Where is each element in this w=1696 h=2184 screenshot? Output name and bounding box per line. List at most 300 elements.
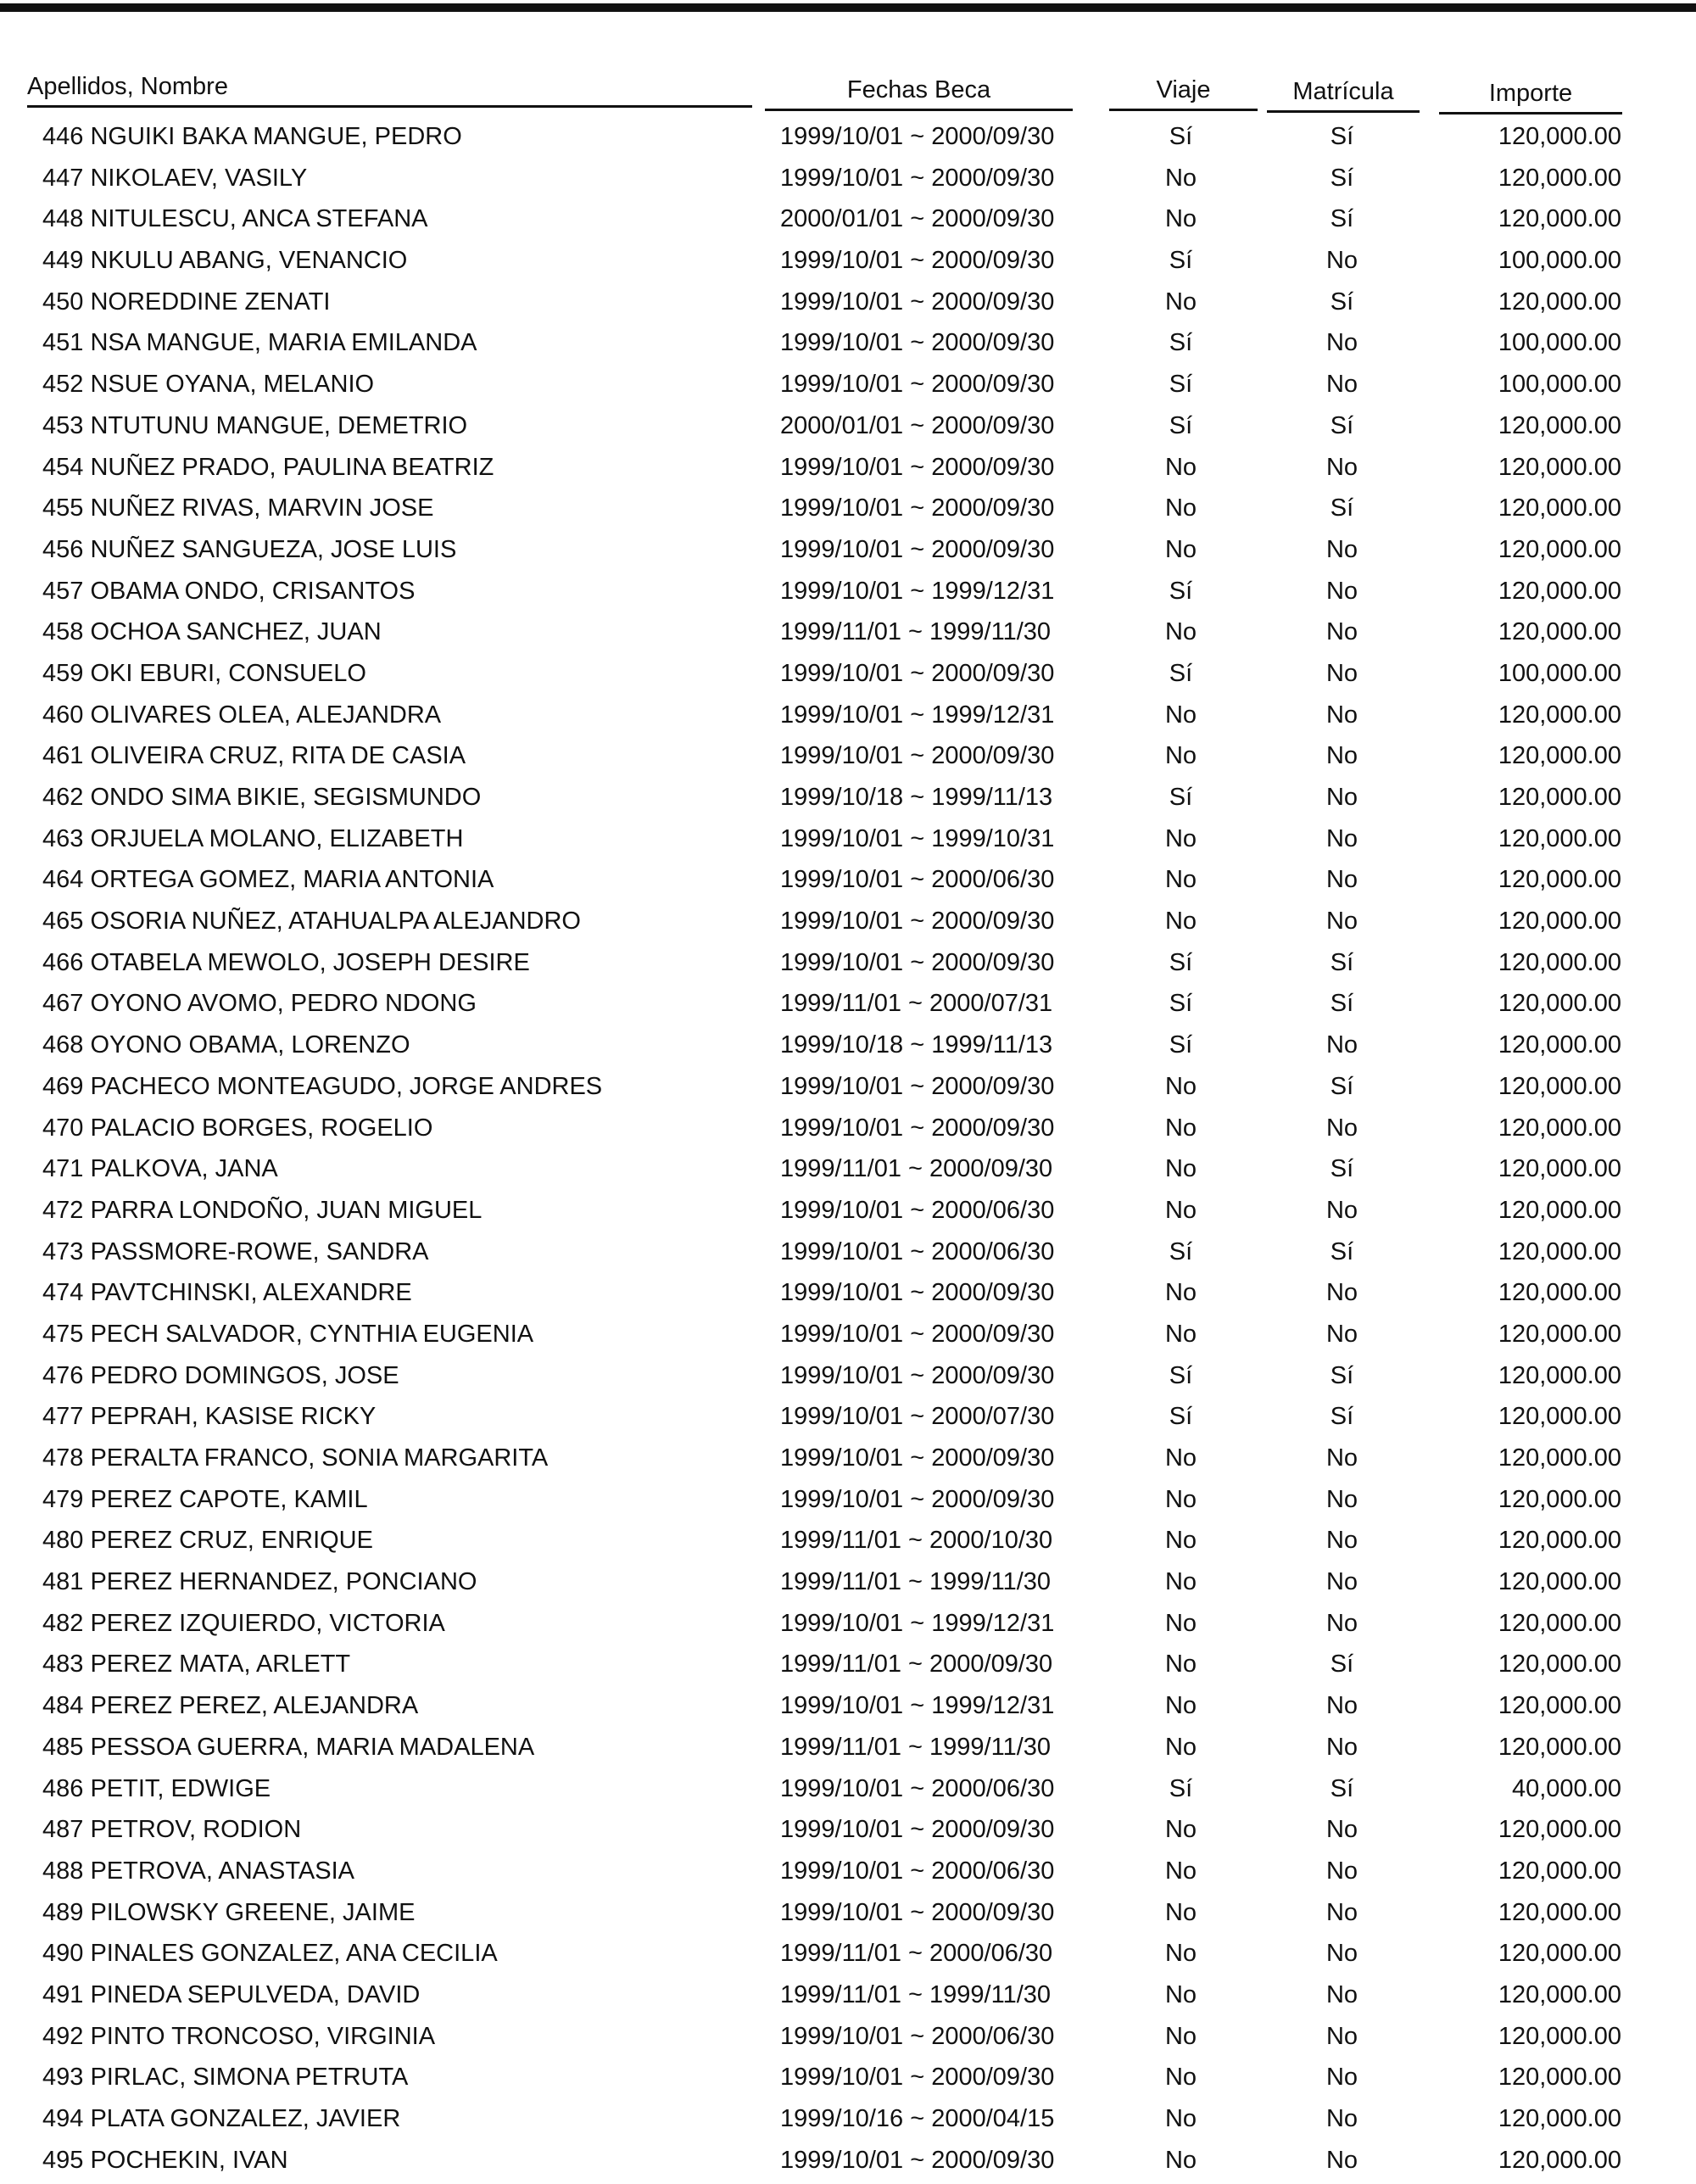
row-tuition: No xyxy=(1325,1279,1358,1307)
row-amount: 120,000.00 xyxy=(1498,288,1621,316)
row-tuition: No xyxy=(1325,1816,1358,1844)
row-dates: 1999/11/01 ~ 1999/11/30 xyxy=(780,1980,1052,2008)
row-amount: 120,000.00 xyxy=(1498,1898,1621,1926)
row-dates: 1999/10/18 ~ 1999/11/13 xyxy=(780,1031,1053,1059)
row-tuition: No xyxy=(1325,1444,1358,1472)
row-amount: 120,000.00 xyxy=(1498,990,1621,1018)
row-travel: Sí xyxy=(1169,1237,1193,1265)
row-tuition: No xyxy=(1325,329,1358,357)
row-amount: 120,000.00 xyxy=(1498,1857,1621,1885)
row-tuition: No xyxy=(1325,1485,1358,1513)
row-amount: 120,000.00 xyxy=(1498,1031,1621,1059)
table-row xyxy=(0,1565,1696,1606)
row-dates: 1999/10/18 ~ 1999/11/13 xyxy=(780,784,1053,811)
row-tuition: No xyxy=(1325,618,1358,646)
table-row xyxy=(0,1070,1696,1111)
row-travel: No xyxy=(1164,1485,1197,1513)
table-row xyxy=(0,1896,1696,1937)
header-name: Apellidos, Nombre xyxy=(27,71,752,108)
row-name: 488 PETROVA, ANASTASIA xyxy=(42,1857,355,1885)
row-travel: Sí xyxy=(1169,659,1193,687)
row-amount: 120,000.00 xyxy=(1498,1980,1621,2008)
row-travel: Sí xyxy=(1169,1774,1193,1802)
row-name: 461 OLIVEIRA CRUZ, RITA DE CASIA xyxy=(42,742,466,770)
table-row xyxy=(0,863,1696,904)
row-travel: Sí xyxy=(1169,948,1193,976)
table-row xyxy=(0,120,1696,161)
row-tuition: No xyxy=(1325,1031,1358,1059)
row-travel: No xyxy=(1164,1609,1197,1637)
row-amount: 120,000.00 xyxy=(1498,205,1621,233)
row-name: 494 PLATA GONZALEZ, JAVIER xyxy=(42,2105,401,2132)
table-row xyxy=(0,574,1696,616)
row-dates: 1999/11/01 ~ 2000/09/30 xyxy=(780,1651,1053,1678)
row-name: 451 NSA MANGUE, MARIA EMILANDA xyxy=(42,329,477,357)
row-amount: 120,000.00 xyxy=(1498,411,1621,439)
row-dates: 1999/10/01 ~ 2000/09/30 xyxy=(780,247,1055,275)
row-travel: Sí xyxy=(1169,1361,1193,1389)
row-amount: 120,000.00 xyxy=(1498,1733,1621,1761)
table-row xyxy=(0,2060,1696,2102)
row-name: 463 ORJUELA MOLANO, ELIZABETH xyxy=(42,824,464,852)
row-dates: 1999/10/01 ~ 1999/12/31 xyxy=(780,1692,1055,1720)
row-dates: 1999/10/01 ~ 2000/09/30 xyxy=(780,453,1055,481)
row-travel: No xyxy=(1164,494,1197,522)
row-dates: 1999/10/01 ~ 2000/07/30 xyxy=(780,1403,1055,1431)
row-name: 470 PALACIO BORGES, ROGELIO xyxy=(42,1114,433,1142)
table-body xyxy=(0,120,1696,2184)
row-dates: 1999/10/01 ~ 2000/09/30 xyxy=(780,1898,1055,1926)
row-travel: No xyxy=(1164,866,1197,894)
row-travel: Sí xyxy=(1169,371,1193,399)
row-name: 458 OCHOA SANCHEZ, JUAN xyxy=(42,618,382,646)
table-row xyxy=(0,946,1696,987)
row-dates: 1999/10/01 ~ 2000/09/30 xyxy=(780,164,1055,192)
table-row xyxy=(0,1606,1696,1648)
table-header xyxy=(0,68,1696,112)
row-tuition: Sí xyxy=(1330,1403,1354,1431)
table-row xyxy=(0,822,1696,863)
row-amount: 120,000.00 xyxy=(1498,1651,1621,1678)
row-travel: Sí xyxy=(1169,411,1193,439)
row-name: 455 NUÑEZ RIVAS, MARVIN JOSE xyxy=(42,494,434,522)
table-row xyxy=(0,1647,1696,1689)
row-dates: 1999/10/01 ~ 1999/12/31 xyxy=(780,701,1055,729)
row-tuition: No xyxy=(1325,2105,1358,2132)
row-travel: No xyxy=(1164,1568,1197,1596)
row-name: 456 NUÑEZ SANGUEZA, JOSE LUIS xyxy=(42,535,457,563)
row-travel: Sí xyxy=(1169,329,1193,357)
table-row xyxy=(0,698,1696,740)
row-amount: 120,000.00 xyxy=(1498,164,1621,192)
row-amount: 120,000.00 xyxy=(1498,824,1621,852)
row-travel: No xyxy=(1164,742,1197,770)
row-tuition: Sí xyxy=(1330,1237,1354,1265)
row-name: 450 NOREDDINE ZENATI xyxy=(42,288,331,316)
row-amount: 120,000.00 xyxy=(1498,2105,1621,2132)
row-tuition: No xyxy=(1325,1733,1358,1761)
row-amount: 120,000.00 xyxy=(1498,577,1621,605)
row-tuition: Sí xyxy=(1330,288,1354,316)
row-travel: No xyxy=(1164,1940,1197,1968)
row-name: 480 PEREZ CRUZ, ENRIQUE xyxy=(42,1527,373,1555)
row-travel: No xyxy=(1164,2146,1197,2174)
table-row xyxy=(0,2019,1696,2061)
table-row xyxy=(0,656,1696,698)
table-row xyxy=(0,1441,1696,1483)
row-tuition: No xyxy=(1325,2064,1358,2092)
row-amount: 100,000.00 xyxy=(1498,329,1621,357)
header-dates: Fechas Beca xyxy=(765,75,1073,111)
row-amount: 120,000.00 xyxy=(1498,453,1621,481)
table-row xyxy=(0,739,1696,780)
row-tuition: Sí xyxy=(1330,990,1354,1018)
row-travel: No xyxy=(1164,1444,1197,1472)
row-name: 471 PALKOVA, JANA xyxy=(42,1155,278,1183)
row-tuition: No xyxy=(1325,2146,1358,2174)
row-amount: 120,000.00 xyxy=(1498,701,1621,729)
row-tuition: Sí xyxy=(1330,948,1354,976)
row-travel: Sí xyxy=(1169,990,1193,1018)
row-travel: No xyxy=(1164,205,1197,233)
table-row xyxy=(0,409,1696,450)
row-dates: 1999/10/01 ~ 2000/09/30 xyxy=(780,948,1055,976)
row-travel: No xyxy=(1164,618,1197,646)
row-dates: 1999/11/01 ~ 2000/10/30 xyxy=(780,1527,1053,1555)
row-amount: 40,000.00 xyxy=(1511,1774,1621,1802)
row-travel: No xyxy=(1164,908,1197,936)
table-row xyxy=(0,533,1696,574)
table-row xyxy=(0,1730,1696,1772)
row-travel: Sí xyxy=(1169,247,1193,275)
row-amount: 100,000.00 xyxy=(1498,371,1621,399)
row-name: 490 PINALES GONZALEZ, ANA CECILIA xyxy=(42,1940,498,1968)
table-row xyxy=(0,285,1696,327)
row-amount: 120,000.00 xyxy=(1498,1568,1621,1596)
row-name: 453 NTUTUNU MANGUE, DEMETRIO xyxy=(42,411,468,439)
row-travel: No xyxy=(1164,1114,1197,1142)
row-travel: No xyxy=(1164,1072,1197,1100)
row-travel: Sí xyxy=(1169,784,1193,811)
row-amount: 120,000.00 xyxy=(1498,2022,1621,2050)
row-travel: No xyxy=(1164,824,1197,852)
row-amount: 120,000.00 xyxy=(1498,866,1621,894)
row-tuition: Sí xyxy=(1330,1072,1354,1100)
row-amount: 120,000.00 xyxy=(1498,1361,1621,1389)
row-name: 495 POCHEKIN, IVAN xyxy=(42,2146,288,2174)
row-amount: 120,000.00 xyxy=(1498,1485,1621,1513)
row-dates: 2000/01/01 ~ 2000/09/30 xyxy=(780,411,1055,439)
row-amount: 120,000.00 xyxy=(1498,1444,1621,1472)
row-tuition: No xyxy=(1325,824,1358,852)
row-dates: 1999/10/01 ~ 2000/09/30 xyxy=(780,329,1055,357)
row-dates: 1999/10/01 ~ 2000/09/30 xyxy=(780,2146,1055,2174)
row-travel: No xyxy=(1164,1279,1197,1307)
row-name: 485 PESSOA GUERRA, MARIA MADALENA xyxy=(42,1733,535,1761)
row-travel: No xyxy=(1164,1733,1197,1761)
row-dates: 1999/10/01 ~ 1999/12/31 xyxy=(780,577,1055,605)
row-tuition: Sí xyxy=(1330,1774,1354,1802)
row-amount: 120,000.00 xyxy=(1498,618,1621,646)
row-dates: 1999/10/01 ~ 2000/09/30 xyxy=(780,742,1055,770)
row-travel: No xyxy=(1164,1980,1197,2008)
row-name: 472 PARRA LONDOÑO, JUAN MIGUEL xyxy=(42,1196,483,1224)
row-name: 479 PEREZ CAPOTE, KAMIL xyxy=(42,1485,368,1513)
table-row xyxy=(0,780,1696,822)
row-dates: 1999/11/01 ~ 1999/11/30 xyxy=(780,618,1052,646)
row-tuition: No xyxy=(1325,1527,1358,1555)
row-dates: 1999/10/01 ~ 2000/09/30 xyxy=(780,1485,1055,1513)
table-row xyxy=(0,904,1696,946)
row-amount: 120,000.00 xyxy=(1498,1320,1621,1348)
row-tuition: No xyxy=(1325,908,1358,936)
table-row xyxy=(0,1028,1696,1070)
row-tuition: No xyxy=(1325,371,1358,399)
table-row xyxy=(0,326,1696,367)
row-amount: 120,000.00 xyxy=(1498,1609,1621,1637)
row-dates: 1999/10/01 ~ 1999/10/31 xyxy=(780,824,1055,852)
row-travel: No xyxy=(1164,164,1197,192)
row-amount: 100,000.00 xyxy=(1498,659,1621,687)
row-name: 449 NKULU ABANG, VENANCIO xyxy=(42,247,408,275)
row-tuition: No xyxy=(1325,535,1358,563)
row-travel: Sí xyxy=(1169,1403,1193,1431)
row-amount: 120,000.00 xyxy=(1498,494,1621,522)
row-travel: Sí xyxy=(1169,123,1193,150)
row-name: 478 PERALTA FRANCO, SONIA MARGARITA xyxy=(42,1444,549,1472)
row-dates: 1999/10/01 ~ 2000/06/30 xyxy=(780,1196,1055,1224)
row-dates: 1999/10/01 ~ 2000/06/30 xyxy=(780,866,1055,894)
row-name: 476 PEDRO DOMINGOS, JOSE xyxy=(42,1361,399,1389)
row-amount: 120,000.00 xyxy=(1498,1196,1621,1224)
row-dates: 1999/10/01 ~ 2000/09/30 xyxy=(780,659,1055,687)
row-tuition: No xyxy=(1325,247,1358,275)
row-dates: 1999/11/01 ~ 2000/07/31 xyxy=(780,990,1053,1018)
row-dates: 1999/10/16 ~ 2000/04/15 xyxy=(780,2105,1055,2132)
row-amount: 120,000.00 xyxy=(1498,1155,1621,1183)
table-row xyxy=(0,986,1696,1028)
row-amount: 120,000.00 xyxy=(1498,1403,1621,1431)
row-tuition: No xyxy=(1325,701,1358,729)
table-row xyxy=(0,1111,1696,1153)
row-name: 468 OYONO OBAMA, LORENZO xyxy=(42,1031,410,1059)
row-tuition: Sí xyxy=(1330,164,1354,192)
table-row xyxy=(0,1235,1696,1276)
row-travel: Sí xyxy=(1169,577,1193,605)
row-dates: 1999/11/01 ~ 1999/11/30 xyxy=(780,1568,1052,1596)
row-dates: 1999/11/01 ~ 1999/11/30 xyxy=(780,1733,1052,1761)
row-tuition: Sí xyxy=(1330,1155,1354,1183)
row-amount: 120,000.00 xyxy=(1498,1279,1621,1307)
table-row xyxy=(0,491,1696,533)
row-amount: 120,000.00 xyxy=(1498,1692,1621,1720)
row-dates: 1999/10/01 ~ 2000/09/30 xyxy=(780,288,1055,316)
row-name: 481 PEREZ HERNANDEZ, PONCIANO xyxy=(42,1568,477,1596)
row-amount: 120,000.00 xyxy=(1498,1237,1621,1265)
row-name: 447 NIKOLAEV, VASILY xyxy=(42,164,308,192)
header-tuition: Matrícula xyxy=(1267,76,1420,113)
row-amount: 120,000.00 xyxy=(1498,535,1621,563)
row-tuition: No xyxy=(1325,1609,1358,1637)
row-travel: No xyxy=(1164,2022,1197,2050)
row-travel: No xyxy=(1164,1196,1197,1224)
row-name: 474 PAVTCHINSKI, ALEXANDRE xyxy=(42,1279,412,1307)
table-row xyxy=(0,161,1696,203)
row-name: 477 PEPRAH, KASISE RICKY xyxy=(42,1403,377,1431)
row-tuition: No xyxy=(1325,866,1358,894)
table-row xyxy=(0,243,1696,285)
row-tuition: Sí xyxy=(1330,494,1354,522)
table-row xyxy=(0,1689,1696,1730)
table-row xyxy=(0,2143,1696,2184)
row-amount: 120,000.00 xyxy=(1498,1940,1621,1968)
table-row xyxy=(0,2102,1696,2143)
row-name: 487 PETROV, RODION xyxy=(42,1816,302,1844)
row-name: 452 NSUE OYANA, MELANIO xyxy=(42,371,375,399)
row-tuition: Sí xyxy=(1330,1651,1354,1678)
row-dates: 1999/10/01 ~ 2000/09/30 xyxy=(780,1361,1055,1389)
row-tuition: No xyxy=(1325,1320,1358,1348)
row-name: 462 ONDO SIMA BIKIE, SEGISMUNDO xyxy=(42,784,482,811)
row-name: 482 PEREZ IZQUIERDO, VICTORIA xyxy=(42,1609,445,1637)
row-tuition: No xyxy=(1325,453,1358,481)
row-name: 460 OLIVARES OLEA, ALEJANDRA xyxy=(42,701,442,729)
row-dates: 1999/10/01 ~ 2000/09/30 xyxy=(780,371,1055,399)
row-travel: No xyxy=(1164,1320,1197,1348)
row-dates: 1999/11/01 ~ 2000/06/30 xyxy=(780,1940,1053,1968)
row-tuition: Sí xyxy=(1330,205,1354,233)
row-name: 483 PEREZ MATA, ARLETT xyxy=(42,1651,351,1678)
row-travel: No xyxy=(1164,1155,1197,1183)
row-name: 484 PEREZ PEREZ, ALEJANDRA xyxy=(42,1692,419,1720)
row-travel: No xyxy=(1164,1651,1197,1678)
row-name: 492 PINTO TRONCOSO, VIRGINIA xyxy=(42,2022,436,2050)
table-row xyxy=(0,1978,1696,2019)
row-tuition: Sí xyxy=(1330,411,1354,439)
row-tuition: Sí xyxy=(1330,123,1354,150)
table-row xyxy=(0,1854,1696,1896)
table-row xyxy=(0,202,1696,243)
row-tuition: No xyxy=(1325,1196,1358,1224)
row-dates: 1999/10/01 ~ 2000/09/30 xyxy=(780,123,1055,150)
row-tuition: No xyxy=(1325,1114,1358,1142)
row-travel: No xyxy=(1164,1816,1197,1844)
row-name: 446 NGUIKI BAKA MANGUE, PEDRO xyxy=(42,123,462,150)
table-row xyxy=(0,1523,1696,1565)
row-travel: No xyxy=(1164,288,1197,316)
row-amount: 120,000.00 xyxy=(1498,2064,1621,2092)
row-amount: 120,000.00 xyxy=(1498,1527,1621,1555)
row-name: 486 PETIT, EDWIGE xyxy=(42,1774,271,1802)
row-amount: 120,000.00 xyxy=(1498,1114,1621,1142)
row-tuition: No xyxy=(1325,1857,1358,1885)
row-amount: 120,000.00 xyxy=(1498,123,1621,150)
table-row xyxy=(0,1483,1696,1524)
row-travel: No xyxy=(1164,1692,1197,1720)
row-travel: Sí xyxy=(1169,1031,1193,1059)
table-row xyxy=(0,1152,1696,1193)
row-dates: 1999/10/01 ~ 2000/09/30 xyxy=(780,1816,1055,1844)
row-travel: No xyxy=(1164,1527,1197,1555)
row-travel: No xyxy=(1164,1898,1197,1926)
row-tuition: No xyxy=(1325,1568,1358,1596)
table-row xyxy=(0,1772,1696,1813)
row-dates: 1999/10/01 ~ 2000/06/30 xyxy=(780,1774,1055,1802)
row-dates: 1999/10/01 ~ 2000/09/30 xyxy=(780,2064,1055,2092)
row-travel: No xyxy=(1164,1857,1197,1885)
row-dates: 1999/10/01 ~ 2000/09/30 xyxy=(780,1320,1055,1348)
row-name: 459 OKI EBURI, CONSUELO xyxy=(42,659,366,687)
row-travel: No xyxy=(1164,535,1197,563)
row-amount: 120,000.00 xyxy=(1498,2146,1621,2174)
table-row xyxy=(0,1936,1696,1978)
table-row xyxy=(0,367,1696,409)
row-travel: No xyxy=(1164,2105,1197,2132)
row-amount: 120,000.00 xyxy=(1498,948,1621,976)
row-name: 467 OYONO AVOMO, PEDRO NDONG xyxy=(42,990,477,1018)
row-name: 464 ORTEGA GOMEZ, MARIA ANTONIA xyxy=(42,866,494,894)
row-tuition: No xyxy=(1325,1980,1358,2008)
row-tuition: No xyxy=(1325,659,1358,687)
row-name: 473 PASSMORE-ROWE, SANDRA xyxy=(42,1237,429,1265)
row-dates: 1999/10/01 ~ 2000/09/30 xyxy=(780,535,1055,563)
table-row xyxy=(0,615,1696,656)
row-dates: 1999/10/01 ~ 2000/09/30 xyxy=(780,1279,1055,1307)
table-row xyxy=(0,1813,1696,1854)
row-travel: No xyxy=(1164,453,1197,481)
row-dates: 1999/10/01 ~ 2000/09/30 xyxy=(780,1072,1055,1100)
row-amount: 120,000.00 xyxy=(1498,742,1621,770)
row-name: 454 NUÑEZ PRADO, PAULINA BEATRIZ xyxy=(42,453,494,481)
row-tuition: Sí xyxy=(1330,1361,1354,1389)
row-dates: 1999/10/01 ~ 2000/09/30 xyxy=(780,1444,1055,1472)
row-name: 466 OTABELA MEWOLO, JOSEPH DESIRE xyxy=(42,948,530,976)
row-tuition: No xyxy=(1325,577,1358,605)
row-name: 493 PIRLAC, SIMONA PETRUTA xyxy=(42,2064,409,2092)
row-name: 457 OBAMA ONDO, CRISANTOS xyxy=(42,577,416,605)
row-dates: 1999/10/01 ~ 1999/12/31 xyxy=(780,1609,1055,1637)
row-tuition: No xyxy=(1325,1940,1358,1968)
row-amount: 120,000.00 xyxy=(1498,1816,1621,1844)
row-dates: 1999/10/01 ~ 2000/09/30 xyxy=(780,908,1055,936)
row-travel: No xyxy=(1164,701,1197,729)
row-dates: 1999/11/01 ~ 2000/09/30 xyxy=(780,1155,1053,1183)
row-name: 465 OSORIA NUÑEZ, ATAHUALPA ALEJANDRO xyxy=(42,908,581,936)
row-amount: 100,000.00 xyxy=(1498,247,1621,275)
row-amount: 120,000.00 xyxy=(1498,1072,1621,1100)
row-name: 448 NITULESCU, ANCA STEFANA xyxy=(42,205,428,233)
row-dates: 1999/10/01 ~ 2000/06/30 xyxy=(780,1237,1055,1265)
header-travel: Viaje xyxy=(1109,75,1258,111)
row-dates: 1999/10/01 ~ 2000/09/30 xyxy=(780,1114,1055,1142)
row-dates: 1999/10/01 ~ 2000/06/30 xyxy=(780,2022,1055,2050)
row-amount: 120,000.00 xyxy=(1498,908,1621,936)
row-tuition: No xyxy=(1325,2022,1358,2050)
table-row xyxy=(0,1399,1696,1441)
row-tuition: No xyxy=(1325,1692,1358,1720)
row-name: 475 PECH SALVADOR, CYNTHIA EUGENIA xyxy=(42,1320,534,1348)
row-name: 489 PILOWSKY GREENE, JAIME xyxy=(42,1898,416,1926)
table-row xyxy=(0,1359,1696,1400)
row-name: 469 PACHECO MONTEAGUDO, JORGE ANDRES xyxy=(42,1072,603,1100)
row-amount: 120,000.00 xyxy=(1498,784,1621,811)
table-row xyxy=(0,450,1696,492)
table-row xyxy=(0,1317,1696,1359)
row-dates: 2000/01/01 ~ 2000/09/30 xyxy=(780,205,1055,233)
top-rule xyxy=(0,3,1696,12)
row-tuition: No xyxy=(1325,784,1358,811)
row-travel: No xyxy=(1164,2064,1197,2092)
